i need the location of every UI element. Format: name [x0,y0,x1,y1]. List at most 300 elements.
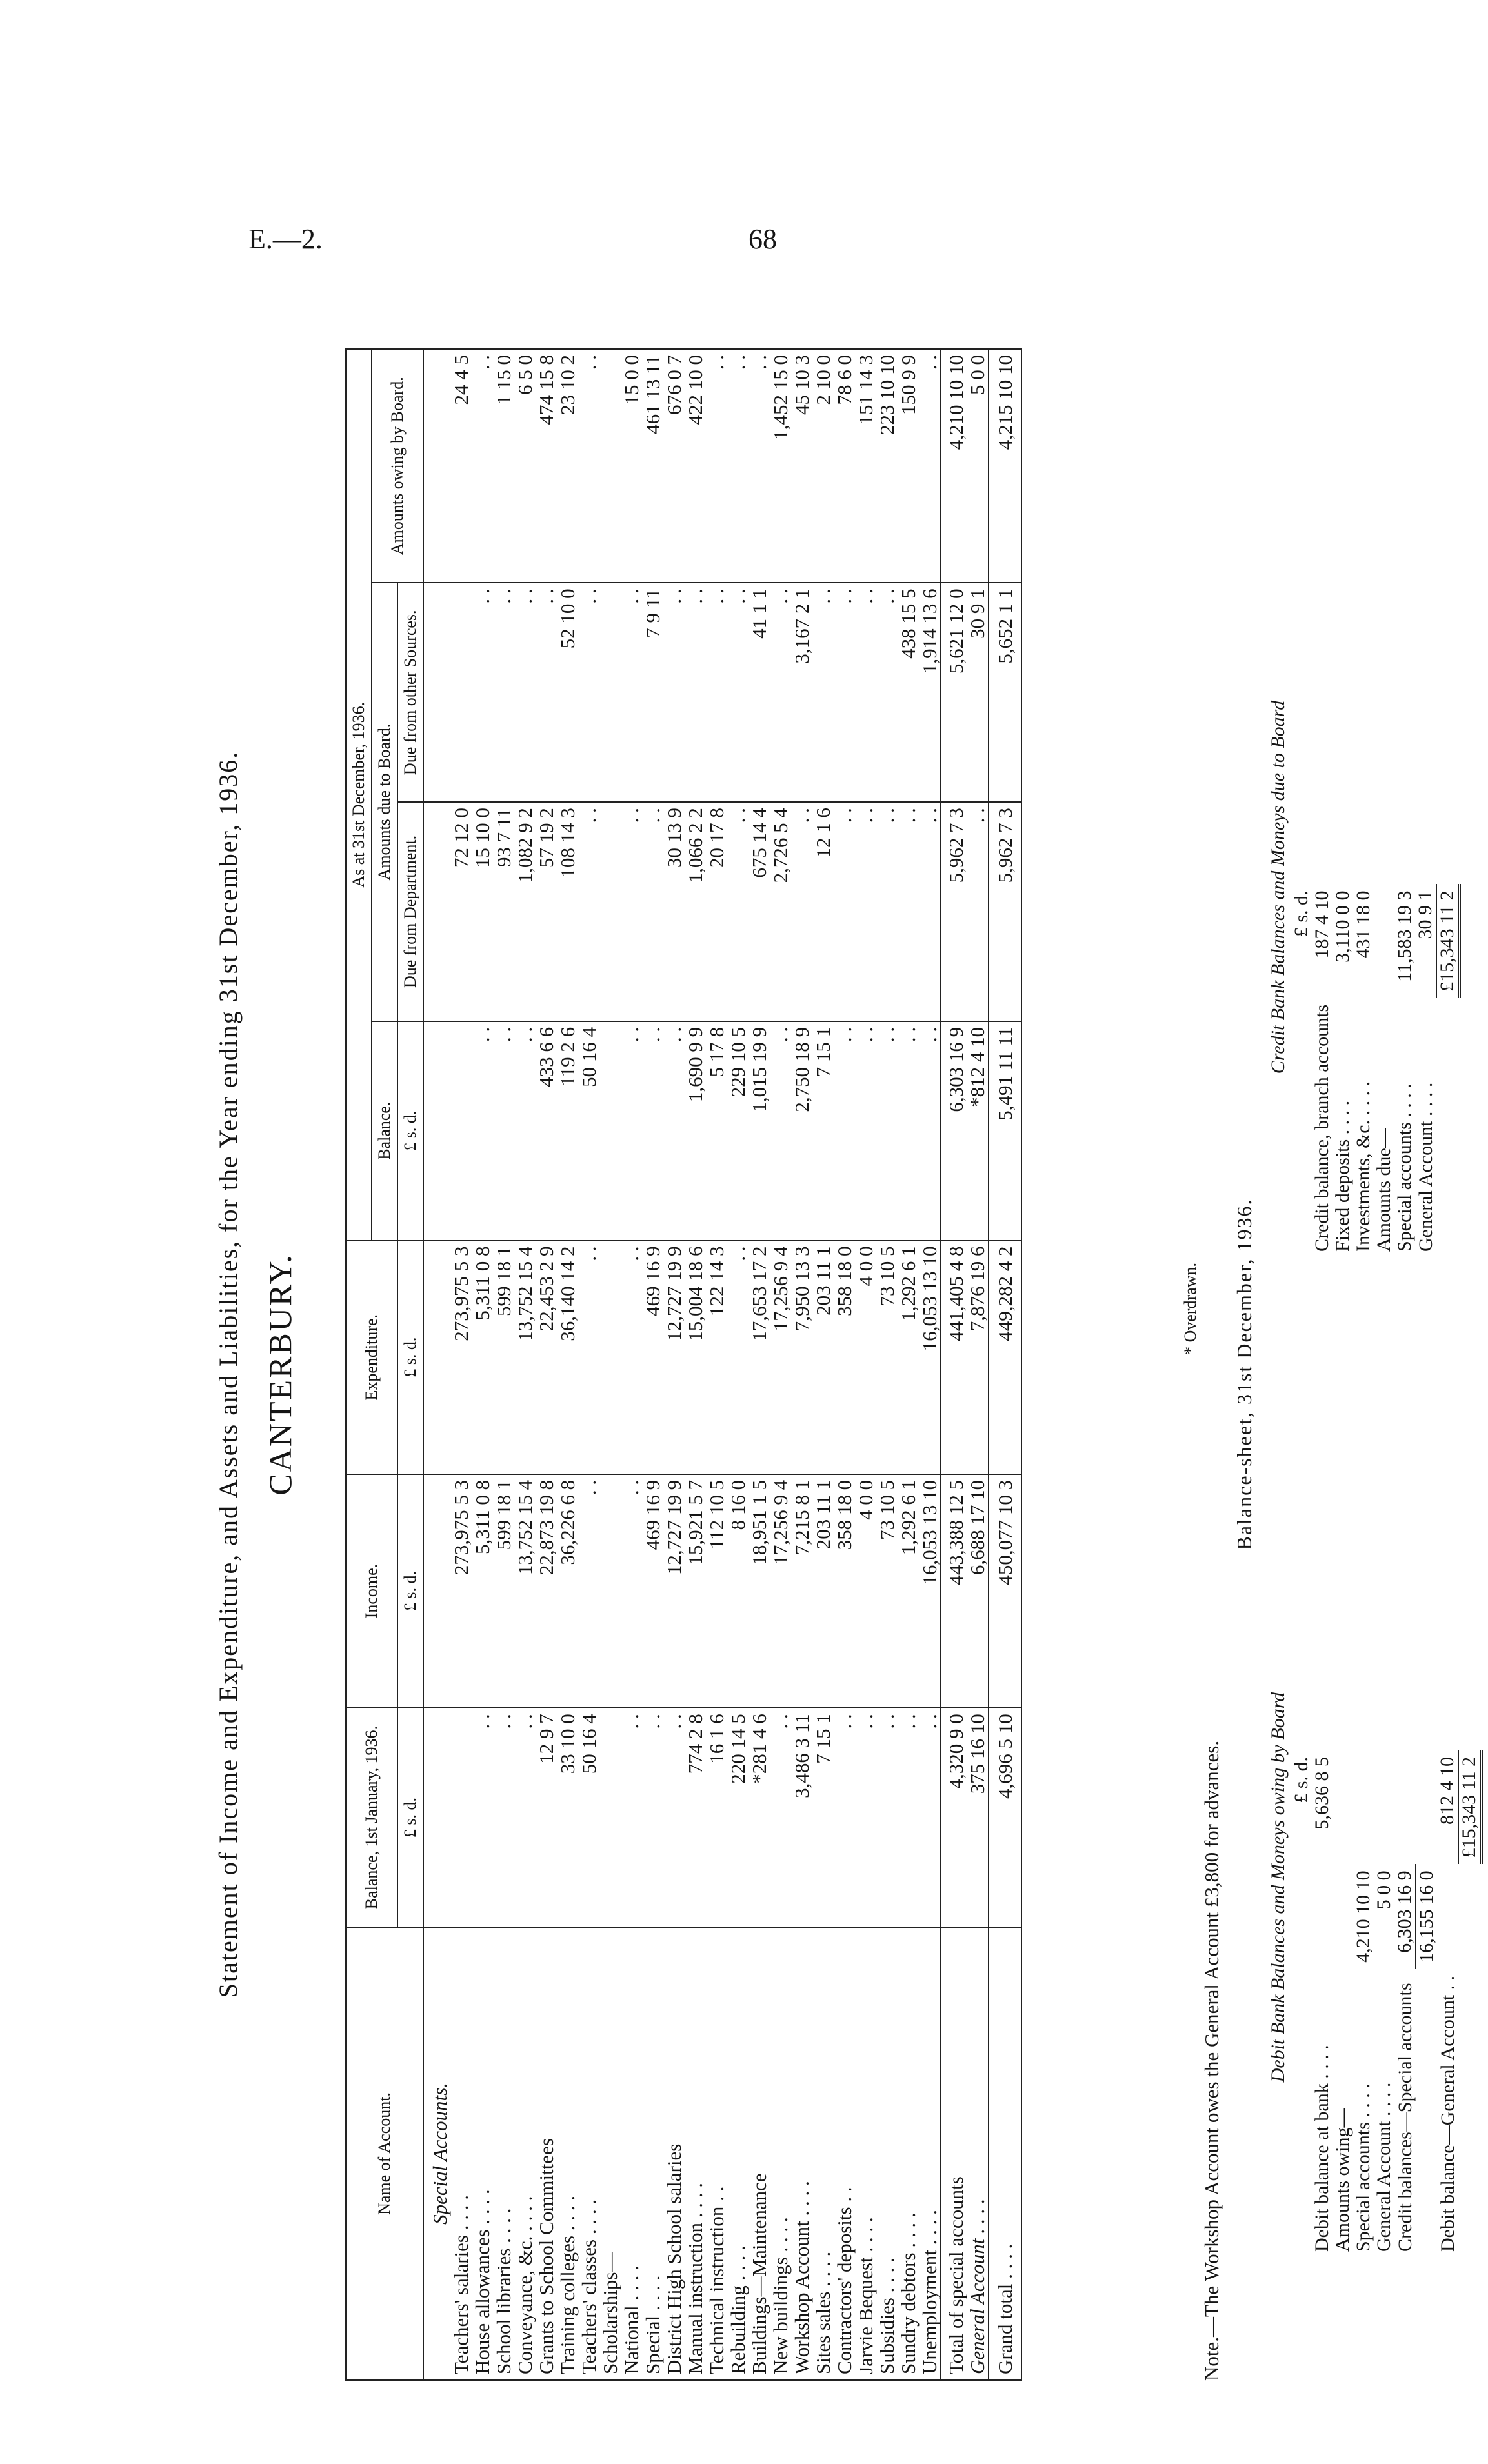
table-row [642,349,663,2380]
col-income: Income. [346,1474,397,1708]
cell-other: . . [472,583,493,802]
cell-dept: 20 17 8 [706,802,727,1021]
credit-heading: Credit Bank Balances and Moneys due to Board [1267,700,1289,1074]
cell-exp: 122 14 3 [706,1241,727,1474]
cell-bal: 7 15 1 [812,1708,834,1927]
cell-inc: 1,292 6 1 [898,1474,919,1708]
cell-owing: 4,210 10 10 [941,349,967,583]
cell-dept: . . [621,802,642,1021]
cell-dept: . . [855,802,876,1021]
debit-inner-amount [1332,1864,1353,1969]
cell-other: 1,914 13 6 [919,583,941,802]
table-row [812,349,834,2380]
cell-bal: . . [898,1708,919,1927]
col-balance: Balance. [372,1021,397,1241]
cell-cbal [599,1021,621,1241]
account-name: School libraries . . . . [493,1927,514,2380]
col-lsd: £ s. d. [397,1474,423,1708]
cell-owing: . . [472,349,493,583]
cell-bal: . . [472,1708,493,1927]
account-name: Training colleges . . . . [557,1927,578,2380]
cell-other: . . [727,583,749,802]
cell-bal: . . [514,1708,536,1927]
cell-other: 52 10 0 [557,583,578,802]
debit-label: Debit balance at bank . . . . [1311,2045,1332,2252]
credit-label: Amounts due— [1373,1128,1394,1252]
cell-inc: 73 10 5 [876,1474,898,1708]
cell-owing: 45 10 3 [791,349,812,583]
cell-inc: 112 10 5 [706,1474,727,1708]
cell-dept: . . [642,802,663,1021]
table-row [685,349,706,2380]
cell-other: . . [663,583,685,802]
cell-cbal: 6,303 16 9 [941,1021,967,1241]
table-row [621,349,642,2380]
credit-side [1268,516,1461,1258]
cell-dept: . . [791,802,812,1021]
debit-side [1268,1516,1483,2258]
debit-label: Special accounts . . . . [1352,2083,1374,2252]
cell-exp [599,1241,621,1474]
debit-heading: Debit Bank Balances and Moneys owing by Board [1267,1692,1289,2083]
account-name: Buildings—Maintenance [749,1927,770,2380]
cell-cbal: . . [514,1021,536,1241]
cell-cbal: *812 4 10 [967,1021,989,1241]
cell-cbal: 433 6 6 [536,1021,557,1241]
account-name: General Account . . . . [967,1927,989,2380]
cell-dept: 108 14 3 [557,802,578,1021]
debit-row [1437,1750,1458,2258]
table-row [706,349,727,2380]
cell-inc: 599 18 1 [493,1474,514,1708]
debit-total: £15,343 11 2 [1458,1750,1482,1864]
account-name: Contractors' deposits . . [834,1927,855,2380]
cell-owing: 1,452 15 0 [770,349,791,583]
cell-dept: . . [578,802,599,1021]
cell-inc: 273,975 5 3 [450,1474,472,1708]
cell-exp: 203 11 1 [812,1241,834,1474]
cell-dept: 5,962 7 3 [989,802,1021,1021]
credit-row [1394,884,1415,1258]
cell-inc: 7,215 8 1 [791,1474,812,1708]
col-due-from-department: Due from Department. [397,802,423,1021]
cell-cbal: 229 10 5 [727,1021,749,1241]
cell-exp: 441,405 4 8 [941,1241,967,1474]
cell-inc: 469 16 9 [642,1474,663,1708]
account-name: Workshop Account . . . . [791,1927,812,2380]
statement-title: Statement of Income and Expenditure, and Assets and Liabilities, for the Year ending 31st December, 1936. [214,750,243,1998]
cell-exp: 36,140 14 2 [557,1241,578,1474]
cell-bal: 12 9 7 [536,1708,557,1927]
cell-other: . . [706,583,727,802]
cell-owing: 151 14 3 [855,349,876,583]
cell-owing: . . [749,349,770,583]
account-name: Grand total . . . . [989,1927,1021,2380]
cell-owing: 78 6 0 [834,349,855,583]
cell-owing: 2 10 0 [812,349,834,583]
table-row [472,349,493,2380]
col-as-at: As at 31st December, 1936. [346,349,372,1241]
cell-owing: 4,215 10 10 [989,349,1021,583]
cell-inc: 18,951 1 5 [749,1474,770,1708]
cell-exp: 449,282 4 2 [989,1241,1021,1474]
cell-dept: . . [876,802,898,1021]
debit-row [1394,1750,1416,2258]
cell-owing: 223 10 10 [876,349,898,583]
cell-other: 438 15 5 [898,583,919,802]
debit-subtotal: 16,155 16 0 [1416,1864,1437,1969]
document-code: E.—2. [248,223,323,255]
debit-label: Amounts owing— [1332,2108,1353,2252]
cell-bal: 4,320 9 0 [941,1708,967,1927]
cell-dept: 2,726 5 4 [770,802,791,1021]
page-number: 68 [749,223,777,255]
account-name: District High School salaries [663,1927,685,2380]
cell-exp: 13,752 15 4 [514,1241,536,1474]
debit-amount [1374,1750,1394,1864]
cell-cbal: 1,690 9 9 [685,1021,706,1241]
cell-exp: 358 18 0 [834,1241,855,1474]
cell-bal: . . [770,1708,791,1927]
cell-dept: 5,962 7 3 [941,802,967,1021]
account-name: Subsidies . . . . [876,1927,898,2380]
cell-other: 7 9 11 [642,583,663,802]
cell-dept: 57 19 2 [536,802,557,1021]
cell-owing: 23 10 2 [557,349,578,583]
cell-owing: 5 0 0 [967,349,989,583]
cell-cbal: . . [770,1021,791,1241]
debit-amount: 5,636 8 5 [1311,1756,1332,1830]
cell-exp: 73 10 5 [876,1241,898,1474]
cell-bal: . . [642,1708,663,1927]
cell-owing: . . [727,349,749,583]
account-name: National . . . . [621,1927,642,2380]
table-row [967,349,989,2380]
debit-row [1353,1750,1374,2258]
table-row [578,349,599,2380]
account-name: Sites sales . . . . [812,1927,834,2380]
cell-bal [450,1708,472,1927]
cell-owing: . . [706,349,727,583]
account-name: House allowances . . . . [472,1927,493,2380]
cell-inc: 4 0 0 [855,1474,876,1708]
cell-other [599,583,621,802]
cell-inc: 443,388 12 5 [941,1474,967,1708]
cell-other: . . [855,583,876,802]
cell-dept: 93 7 11 [493,802,514,1021]
table-row [557,349,578,2380]
cell-exp: 273,975 5 3 [450,1241,472,1474]
cell-cbal: 1,015 19 9 [749,1021,770,1241]
cell-other: 5,621 12 0 [941,583,967,802]
credit-amount: 30 9 1 [1414,890,1436,939]
cell-owing: 24 4 5 [450,349,472,583]
col-lsd: £ s. d. [397,1241,423,1474]
cell-cbal: . . [642,1021,663,1241]
cell-owing: 474 15 8 [536,349,557,583]
cell-other: . . [834,583,855,802]
district-title: CANTERBURY. [262,1253,298,1496]
account-name: Scholarships— [599,1927,621,2380]
cell-bal: 33 10 0 [557,1708,578,1927]
table-row [536,349,557,2380]
table-row [493,349,514,2380]
accounts-table [345,348,1022,2381]
credit-amount [1374,884,1394,997]
debit-amount [1332,1750,1353,1864]
cell-owing: . . [578,349,599,583]
cell-owing: 150 9 9 [898,349,919,583]
credit-amount: 3,110 0 0 [1332,890,1353,963]
table-row [941,349,967,2380]
col-balance-start: Balance, 1st January, 1936. [346,1708,397,1927]
account-name: Grants to School Committees [536,1927,557,2380]
cell-other: 41 1 1 [749,583,770,802]
credit-label: Investments, &c. . . . . [1352,1081,1374,1252]
cell-inc: 8 16 0 [727,1474,749,1708]
cell-bal: 220 14 5 [727,1708,749,1927]
cell-inc: . . [621,1474,642,1708]
cell-dept: . . [834,802,855,1021]
cell-exp: 17,653 17 2 [749,1241,770,1474]
cell-exp: 7,950 13 3 [791,1241,812,1474]
table-row [770,349,791,2380]
account-name: Technical instruction . . [706,1927,727,2380]
cell-owing: 1 15 0 [493,349,514,583]
cell-bal: 774 2 8 [685,1708,706,1927]
cell-inc: 12,727 19 9 [663,1474,685,1708]
cell-inc [599,1474,621,1708]
cell-exp: 12,727 19 9 [663,1241,685,1474]
cell-inc: 15,921 5 7 [685,1474,706,1708]
cell-owing: 676 0 7 [663,349,685,583]
account-name: Sundry debtors . . . . [898,1927,919,2380]
table-row [989,349,1021,2380]
table-row [919,349,941,2380]
cell-inc: 36,226 6 8 [557,1474,578,1708]
rotated-page-content [194,297,1480,2452]
account-name: Special . . . . [642,1927,663,2380]
col-name: Name of Account. [346,1927,423,2380]
cell-cbal: 5,491 11 11 [989,1021,1021,1241]
cell-other: . . [493,583,514,802]
cell-cbal: 7 15 1 [812,1021,834,1241]
cell-other [450,583,472,802]
debit-table [1291,1750,1483,2258]
cell-bal: *281 4 6 [749,1708,770,1927]
account-name: Jarvie Bequest . . . . [855,1927,876,2380]
debit-subtotal-row [1416,1750,1437,2258]
cell-owing [599,349,621,583]
cell-dept: 12 1 6 [812,802,834,1021]
col-amounts-owing: Amounts owing by Board. [372,349,423,583]
account-name: Teachers' salaries . . . . [450,1927,472,2380]
cell-inc: 6,688 17 10 [967,1474,989,1708]
table-row [791,349,812,2380]
col-amounts-due: Amounts due to Board. [372,583,397,1021]
col-lsd: £ s. d. [397,1021,423,1241]
cell-other: . . [621,583,642,802]
cell-dept: 30 13 9 [663,802,685,1021]
credit-label: Credit balance, branch accounts [1311,1004,1332,1252]
cell-exp: 16,053 13 10 [919,1241,941,1474]
table-row [749,349,770,2380]
cell-bal: 375 16 10 [967,1708,989,1927]
col-lsd: £ s. d. [397,1708,423,1927]
cell-exp: . . [621,1241,642,1474]
credit-table [1291,884,1461,1258]
cell-inc: 17,256 9 4 [770,1474,791,1708]
cell-exp: 17,256 9 4 [770,1241,791,1474]
cell-bal: . . [493,1708,514,1927]
debit-row [1332,1750,1353,2258]
cell-dept: . . [967,802,989,1021]
credit-amount: 431 18 0 [1352,890,1374,959]
credit-label: General Account . . . . [1414,1082,1436,1252]
cell-exp: . . [727,1241,749,1474]
cell-exp: . . [578,1241,599,1474]
debit-amount [1394,1750,1416,1864]
credit-label: Special accounts . . . . [1394,1083,1415,1252]
table-row [514,349,536,2380]
cell-cbal: . . [876,1021,898,1241]
cell-cbal: . . [855,1021,876,1241]
cell-cbal: . . [472,1021,493,1241]
cell-other: . . [685,583,706,802]
col-expenditure: Expenditure. [346,1241,397,1474]
cell-cbal: . . [493,1021,514,1241]
cell-other: . . [812,583,834,802]
cell-inc: 358 18 0 [834,1474,855,1708]
table-row [876,349,898,2380]
cell-other: . . [770,583,791,802]
debit-row [1374,1750,1394,2258]
cell-inc: 450,077 10 3 [989,1474,1021,1708]
credit-row [1312,884,1332,1258]
cell-dept: . . [898,802,919,1021]
cell-inc: . . [578,1474,599,1708]
cell-bal: . . [876,1708,898,1927]
cell-cbal: 50 16 4 [578,1021,599,1241]
account-name: Unemployment . . . . [919,1927,941,2380]
cell-bal [599,1708,621,1927]
cell-dept: 675 14 4 [749,802,770,1021]
lsd-label: £ s. d. [1291,890,1312,937]
debit-amount [1353,1750,1374,1864]
balance-sheet-title: Balance-sheet, 31st December, 1936. [1232,1198,1256,1550]
cell-dept: . . [727,802,749,1021]
cell-exp: 599 18 1 [493,1241,514,1474]
cell-other: . . [514,583,536,802]
col-due-from-other: Due from other Sources. [397,583,423,802]
cell-dept [599,802,621,1021]
cell-other: . . [536,583,557,802]
cell-bal: . . [855,1708,876,1927]
cell-cbal: . . [834,1021,855,1241]
table-row [663,349,685,2380]
cell-exp: 15,004 18 6 [685,1241,706,1474]
credit-amount: 11,583 19 3 [1394,890,1415,982]
cell-inc: 22,873 19 8 [536,1474,557,1708]
cell-exp: 5,311 0 8 [472,1241,493,1474]
account-name: Conveyance, &c. . . . . [514,1927,536,2380]
account-name: New buildings . . . . [770,1927,791,2380]
debit-inner-amount: 6,303 16 9 [1394,1870,1415,1953]
debit-label: General Account . . . . [1373,2082,1394,2252]
workshop-note: Note.—The Workshop Account owes the General Account £3,800 for advances. [1200,1740,1223,2381]
credit-row [1353,884,1374,1258]
cell-cbal: 2,750 18 9 [791,1021,812,1241]
lsd-label: £ s. d. [1291,1756,1312,1803]
debit-label: Debit balance—General Account . . [1436,1975,1458,2252]
cell-bal: 4,696 5 10 [989,1708,1021,1927]
cell-inc: 5,311 0 8 [472,1474,493,1708]
cell-other: . . [876,583,898,802]
debit-inner-amount: 4,210 10 10 [1352,1870,1374,1963]
account-name: Manual instruction . . . . [685,1927,706,2380]
account-name: Total of special accounts [941,1927,967,2380]
cell-other: . . [578,583,599,802]
cell-bal: . . [919,1708,941,1927]
cell-cbal: . . [898,1021,919,1241]
cell-inc: 16,053 13 10 [919,1474,941,1708]
table-row [898,349,919,2380]
cell-other: 5,652 1 1 [989,583,1021,802]
cell-dept: 72 12 0 [450,802,472,1021]
cell-inc: 13,752 15 4 [514,1474,536,1708]
credit-total-row [1436,884,1460,1258]
cell-cbal: . . [663,1021,685,1241]
cell-inc: 203 11 1 [812,1474,834,1708]
cell-bal: 16 1 6 [706,1708,727,1927]
cell-dept: . . [919,802,941,1021]
cell-bal: 3,486 3 11 [791,1708,812,1927]
cell-exp: 22,453 2 9 [536,1241,557,1474]
credit-row [1374,884,1394,1258]
cell-dept: 15 10 0 [472,802,493,1021]
cell-exp: 7,876 19 6 [967,1241,989,1474]
credit-total: £15,343 11 2 [1436,884,1460,997]
cell-owing: 15 0 0 [621,349,642,583]
table-row [599,349,621,2380]
cell-bal: . . [834,1708,855,1927]
table-row [834,349,855,2380]
cell-owing: 461 13 11 [642,349,663,583]
table-row [855,349,876,2380]
credit-label: Fixed deposits . . . . [1332,1100,1353,1252]
cell-cbal: 5 17 8 [706,1021,727,1241]
cell-other: 30 9 1 [967,583,989,802]
cell-exp: 469 16 9 [642,1241,663,1474]
cell-exp: 1,292 6 1 [898,1241,919,1474]
cell-cbal [450,1021,472,1241]
debit-total-row [1458,1750,1482,2258]
cell-bal: . . [621,1708,642,1927]
debit-row [1312,1750,1332,2258]
cell-bal: 50 16 4 [578,1708,599,1927]
cell-dept: 1,066 2 2 [685,802,706,1021]
cell-dept: 1,082 9 2 [514,802,536,1021]
table-row [727,349,749,2380]
credit-amount: 187 4 10 [1311,890,1332,959]
cell-exp: 4 0 0 [855,1241,876,1474]
footnote-overdrawn: * Overdrawn. [1181,1263,1200,1355]
cell-owing: . . [919,349,941,583]
debit-label: Credit balances—Special accounts [1394,1983,1416,2252]
debit-amount: 812 4 10 [1436,1756,1458,1825]
cell-cbal: 119 2 6 [557,1021,578,1241]
cell-owing: 422 10 0 [685,349,706,583]
